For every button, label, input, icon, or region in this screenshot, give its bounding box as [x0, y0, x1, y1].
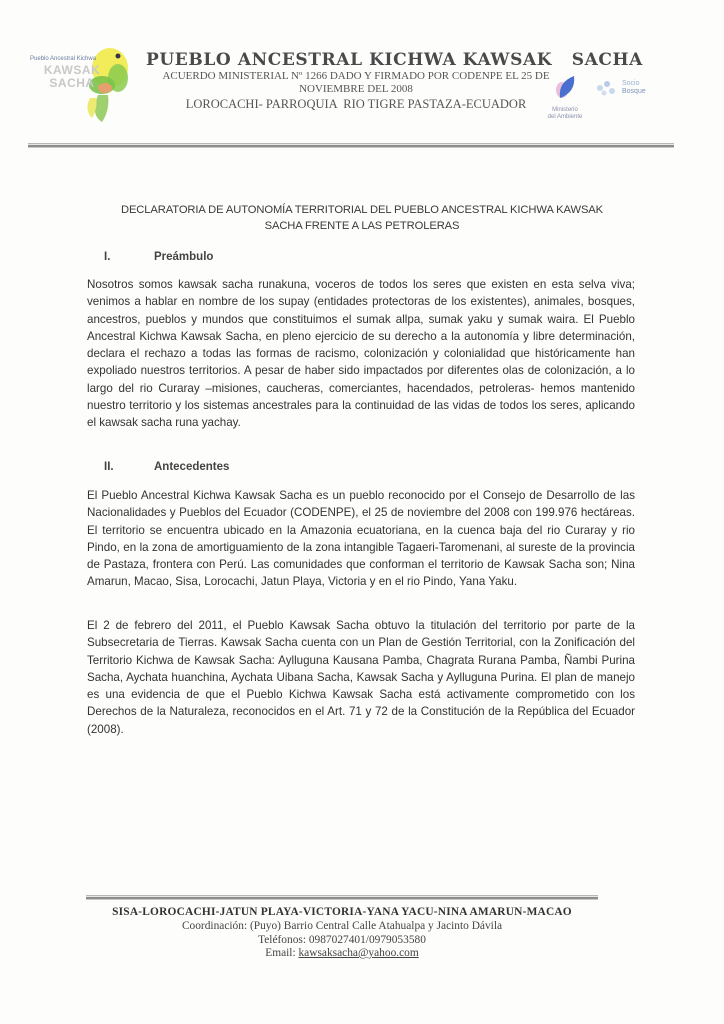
paragraph-preambulo: Nosotros somos kawsak sacha runakuna, voceros de todos los seres que existen en esta selva viva; venimos a hablar en nombre de los supay (entidades protectoras de los existentes), animales, bosques, ancestros, pueblos y mundos que constituimos el sumak allpa, sumak yaku y sumak waira. El Pueblo Ancestral Kichwa Kawsak Sacha, en pleno ejercicio de su derecho a la autonomía y libre determinación, declara el rechazo a todas las formas de racismo, colonización y colonialidad que históricamente han expoliado nuestros territorios. A pesar de haber sido impactados por diferentes olas de colonización, a lo largo del rio Curaray –misiones, caucheras, comerciantes, hacendados, petroleras- hemos mantenido nuestro territorio y los sistemas ancestrales para la continuidad de las vidas de todos los seres, aplicando el kawsak sacha runa yachay. — [87, 278, 635, 430]
paragraph-antecedentes-2: El 2 de febrero del 2011, el Pueblo Kawsak Sacha obtuvo la titulación del territorio por parte de la Subsecretaria de Tierras. Kawsak Sacha cuenta con un Plan de Gestión Territorial, con la Zonificación del Territorio Kichwa de Kawsak Sacha: Aylluguna Kausana Pamba, Chagrata Rurana Pamba, Ñambi Purina Sacha, Aychata huanchina, Aychata Uibana Sacha, Kawsak Sacha y Aylluguna Purina. El plan de manejo es una evidencia de que el Pueblo Kichwa Kawsak Sacha está activamente comprometido con los Derechos de la Naturaleza, reconocidos en el Art. 71 y 72 de la Constitución de la República del Ecuador (2008). — [87, 619, 635, 736]
socio-bosque-text — [622, 80, 646, 96]
section-heading-preambulo — [104, 251, 213, 263]
letterhead-footer — [86, 905, 598, 961]
footer-email-label: Email: — [265, 947, 299, 959]
ministerio-text-2: del Ambiente — [547, 114, 583, 120]
socio-bosque-icon — [592, 78, 620, 100]
section-number: I. — [104, 251, 111, 263]
header-divider — [28, 143, 674, 148]
footer-email-line — [86, 947, 598, 961]
section-number: II. — [104, 461, 114, 473]
footer-phones: Teléfonos: 0987027401/0979053580 — [258, 933, 426, 946]
header-agreement-line: ACUERDO MINISTERIAL Nº 1266 DADO Y FIRMADO POR CODENPE EL 25 DE — [162, 70, 550, 82]
socio-bosque-text-2: Bosque — [622, 88, 646, 95]
document-title-line2: SACHA FRENTE A LAS PETROLERAS — [264, 220, 460, 232]
ministerio-ambiente-logo — [540, 72, 590, 122]
logo-big-text-line1: KAWSAK — [43, 63, 101, 77]
section-heading-text: Preámbulo — [154, 251, 214, 263]
leaf-icon — [550, 72, 580, 102]
section-heading-antecedentes — [104, 461, 229, 473]
kawsak-sacha-logo — [20, 40, 155, 125]
logo-big-text — [32, 64, 112, 90]
document-title-line1: DECLARATORIA DE AUTONOMÍA TERRITORIAL DEL PUEBLO ANCESTRAL KICHWA KAWSAK — [120, 204, 604, 216]
logo-small-text: Pueblo Ancestral Kichwa — [30, 56, 97, 62]
organization-title: PUEBLO ANCESTRAL KICHWA KAWSAK SACHA — [146, 50, 643, 70]
socio-bosque-logo — [592, 78, 672, 108]
footer-email-link[interactable]: kawsaksacha@yahoo.com — [298, 947, 419, 959]
header-date-line: NOVIEMBRE DEL 2008 — [299, 83, 413, 95]
section-heading-text: Antecedentes — [154, 461, 230, 473]
paragraph-antecedentes-1: El Pueblo Ancestral Kichwa Kawsak Sacha es un pueblo reconocido por el Consejo de Desarrollo de las Nacionalidades y Pueblos del Ecuador (CODENPE), el 25 de noviembre del 2008 con 199.976 hectáreas. El territorio se encuentra ubicado en la Amazonia ecuatoriana, en la cuenca baja del rio Curaray y rio Pindo, en la zona de amortiguamiento de la zona intangible Tagaeri-Taromenani, al sureste de la provincia de Pastaza, frontera con Perú. Las comunidades que conforman el territorio de Kawsak Sacha son; Nina Amarun, Macao, Sisa, Lorocachi, Jatun Playa, Victoria y en el rio Pindo, Yana Yaku. — [87, 489, 635, 589]
ministerio-text-1: Ministerio — [552, 107, 578, 113]
header-location-line: LOROCACHI- PARROQUIA RIO TIGRE PASTAZA-ECUADOR — [185, 97, 527, 111]
footer-communities: SISA-LOROCACHI-JATUN PLAYA-VICTORIA-YANA YACU-NINA AMARUN-MACAO — [112, 906, 572, 918]
footer-coordination: Coordinación: (Puyo) Barrio Central Calle Atahualpa y Jacinto Dávila — [181, 920, 503, 932]
footer-divider — [86, 895, 598, 900]
document-title — [80, 202, 644, 234]
logo-big-text-line2: SACHA — [49, 76, 95, 90]
socio-bosque-text-1: Socio — [622, 80, 640, 87]
